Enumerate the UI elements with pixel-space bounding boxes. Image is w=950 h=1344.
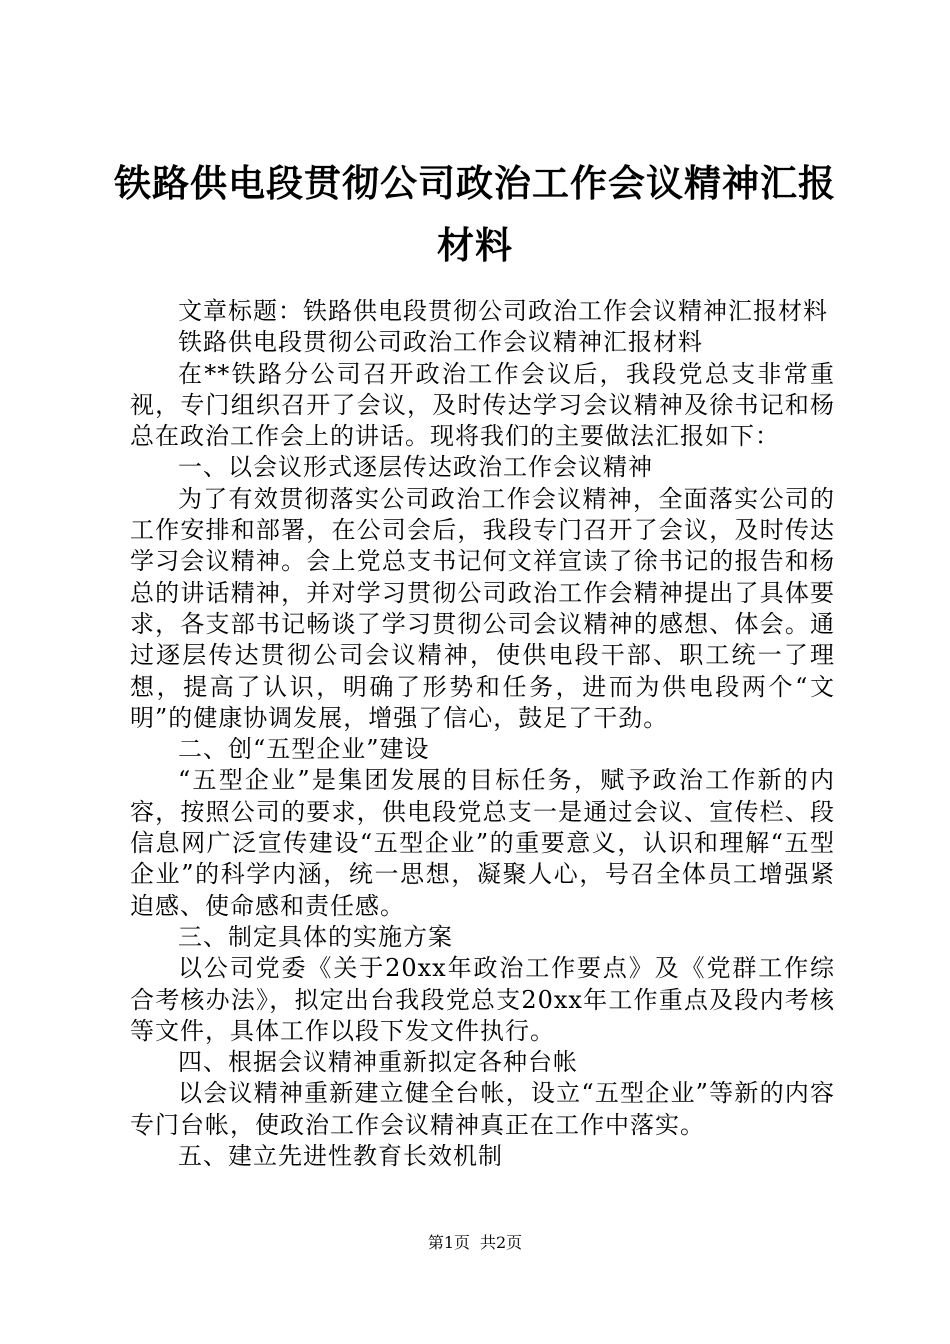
section-paragraph-4: 以会议精神重新建立健全台帐，设立“五型企业”等新的内容专门台帐，使政治工作会议精神真正在工作中落实。 xyxy=(130,1079,835,1139)
section-heading-3: 三、制定具体的实施方案 xyxy=(178,922,453,951)
intro-paragraph: 在**铁路分公司召开政治工作会议后，我段党总支非常重视，专门组织召开了会议，及时传达学习会议精神及徐书记和杨总在政治工作会上的讲话。现将我们的主要做法汇报如下： xyxy=(130,359,835,451)
document-title: 铁路供电段贯彻公司政治工作会议精神汇报材料 xyxy=(114,161,836,267)
section-paragraph-1: 为了有效贯彻落实公司政治工作会议精神，全面落实公司的工作安排和部署，在公司会后，我段专门召开了会议，及时传达学习会议精神。会上党总支书记何文祥宣读了徐书记的报告和杨总的讲话精神，并对学习贯彻公司政治工作会精神提出了具体要求，各支部书记畅谈了学习贯彻公司会议精神的感想、体会。通过逐层传达贯彻公司会议精神，使供电段干部、职工统一了理想，提高了认识，明确了形势和任务，进而为供电段两个“文明”的健康协调发展，增强了信心，鼓足了干劲。 xyxy=(130,484,835,732)
page-footer xyxy=(0,1232,950,1254)
page-number: 第1页 xyxy=(427,1233,470,1252)
page-total: 共2页 xyxy=(480,1233,523,1252)
article-title-line: 文章标题：铁路供电段贯彻公司政治工作会议精神汇报材料 xyxy=(178,297,828,325)
section-heading-2: 二、创“五型企业”建设 xyxy=(178,735,430,764)
section-heading-5: 五、建立先进性教育长效机制 xyxy=(178,1142,503,1171)
section-heading-1: 一、以会议形式逐层传达政治工作会议精神 xyxy=(178,453,653,482)
section-heading-4: 四、根据会议精神重新拟定各种台帐 xyxy=(178,1048,578,1077)
section-paragraph-3: 以公司党委《关于20xx年政治工作要点》及《党群工作综合考核办法》，拟定出台我段党总支20xx年工作重点及段内考核等文件，具体工作以段下发文件执行。 xyxy=(130,954,835,1045)
section-paragraph-2: “五型企业”是集团发展的目标任务，赋予政治工作新的内容，按照公司的要求，供电段党总支一是通过会议、宣传栏、段信息网广泛宣传建设“五型企业”的重要意义，认识和理解“五型企业”的科学内涵，统一思想，凝聚人心，号召全体员工增强紧迫感、使命感和责任感。 xyxy=(130,766,835,920)
document-body xyxy=(130,296,835,1172)
subtitle-line: 铁路供电段贯彻公司政治工作会议精神汇报材料 xyxy=(178,328,703,357)
